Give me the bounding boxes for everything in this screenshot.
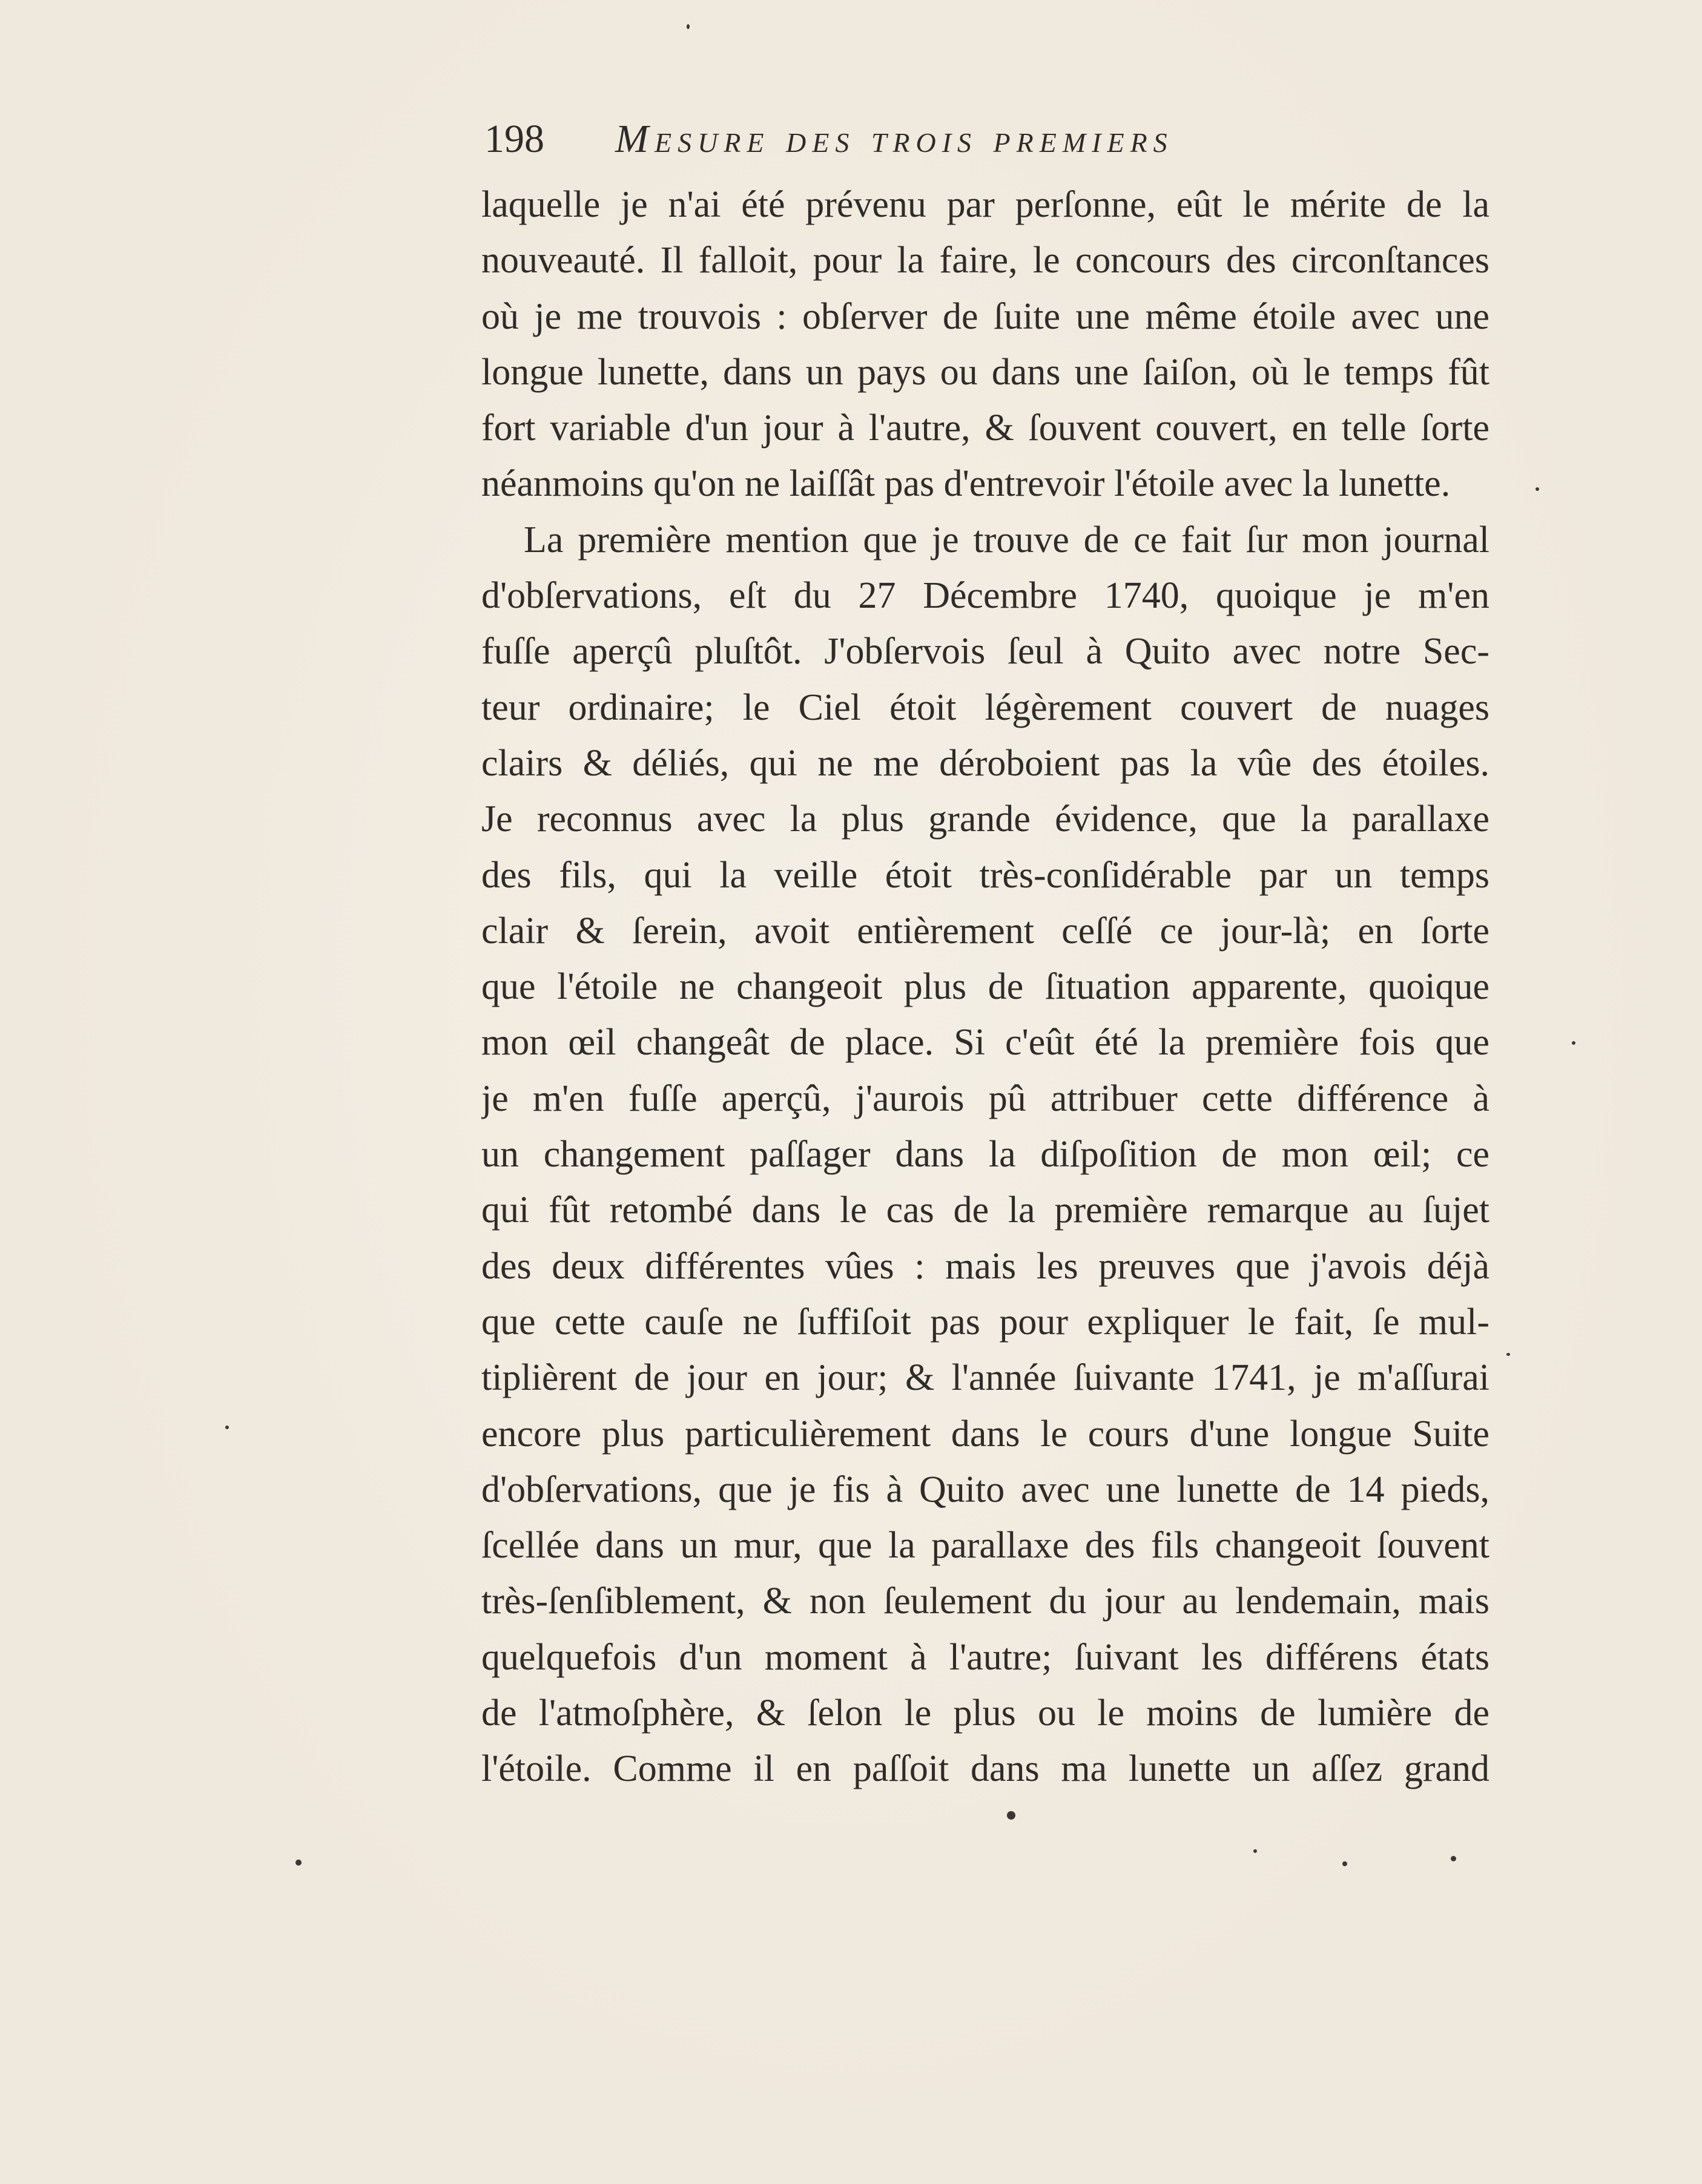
text-line: très-ſenſiblement, & non ſeulement du jour au lendemain, mais	[481, 1580, 1489, 1622]
text-line: tiplièrent de jour en jour; & l'année ſuivante 1741, je m'aſſurai	[481, 1357, 1489, 1399]
text-line: longue lunette, dans un pays ou dans une ſaiſon, où le temps fût	[481, 351, 1489, 393]
text-line: je m'en fuſſe aperçû, j'aurois pû attribuer cette différence à	[481, 1077, 1489, 1119]
running-title: Mesure des trois premiers	[615, 117, 1173, 161]
text-line: l'étoile. Comme il en paſſoit dans ma lunette un aſſez grand	[481, 1748, 1489, 1790]
text-line: La première mention que je trouve de ce fait ſur mon journal	[524, 519, 1489, 561]
text-line: clairs & déliés, qui ne me déroboient pas la vûe des étoiles.	[481, 742, 1489, 784]
text-line: fuſſe aperçû pluſtôt. J'obſervois ſeul à Quito avec notre Sec-	[481, 631, 1489, 673]
text-line: un changement paſſager dans la diſpoſition de mon œil; ce	[481, 1134, 1489, 1176]
text-line: mon œil changeât de place. Si c'eût été la première fois que	[481, 1022, 1489, 1064]
paragraph-2	[481, 512, 1489, 1797]
text-line: que cette cauſe ne ſuffiſoit pas pour expliquer le fait, ſe mul-	[481, 1301, 1489, 1343]
paper-speck	[225, 1426, 229, 1429]
text-line: quelquefois d'un moment à l'autre; ſuivant les différens états	[481, 1636, 1489, 1678]
paper-speck	[1007, 1811, 1015, 1820]
text-line: d'obſervations, que je fis à Quito avec une lunette de 14 pieds,	[481, 1469, 1489, 1510]
page-header	[484, 109, 1380, 169]
paper-speck	[687, 24, 690, 29]
text-line: ſcellée dans un mur, que la parallaxe des fils changeoit ſouvent	[481, 1525, 1489, 1567]
text-line: laquelle je n'ai été prévenu par perſonne, eût le mérite de la	[481, 184, 1489, 225]
text-line: que l'étoile ne changeoit plus de ſituation apparente, quoique	[481, 966, 1489, 1008]
text-line: Je reconnus avec la plus grande évidence, que la parallaxe	[481, 798, 1489, 840]
text-line: fort variable d'un jour à l'autre, & ſouvent couvert, en telle ſorte	[481, 407, 1489, 449]
text-line: des fils, qui la veille étoit très-conſidérable par un temps	[481, 854, 1489, 896]
text-line: de l'atmoſphère, & ſelon le plus ou le moins de lumière de	[481, 1692, 1489, 1734]
paper-speck	[1253, 1849, 1257, 1853]
text-line: d'obſervations, eſt du 27 Décembre 1740, quoique je m'en	[481, 575, 1489, 617]
text-line: où je me trouvois : obſerver de ſuite une même étoile avec une	[481, 295, 1489, 337]
paper-speck	[1506, 1353, 1510, 1356]
body-text	[481, 177, 1489, 1797]
text-line: teur ordinaire; le Ciel étoit légèrement couvert de nuages	[481, 686, 1489, 728]
paper-speck	[1572, 1041, 1575, 1045]
text-line: clair & ſerein, avoit entièrement ceſſé ce jour-là; en ſorte	[481, 910, 1489, 952]
paper-speck	[1342, 1861, 1347, 1866]
text-line: encore plus particulièrement dans le cours d'une longue Suite	[481, 1413, 1489, 1455]
paper-speck	[295, 1860, 302, 1866]
text-line: nouveauté. Il falloit, pour la faire, le concours des circonſtances	[481, 240, 1489, 281]
paragraph-1	[481, 177, 1489, 512]
text-line: des deux différentes vûes : mais les preuves que j'avois déjà	[481, 1245, 1489, 1287]
text-line: qui fût retombé dans le cas de la première remarque au ſujet	[481, 1189, 1489, 1231]
page-number: 198	[484, 117, 544, 161]
paper-speck	[1451, 1856, 1456, 1861]
paper-speck	[1535, 487, 1539, 491]
text-line: néanmoins qu'on ne laiſſât pas d'entrevoir l'étoile avec la lunette.	[481, 463, 1451, 505]
